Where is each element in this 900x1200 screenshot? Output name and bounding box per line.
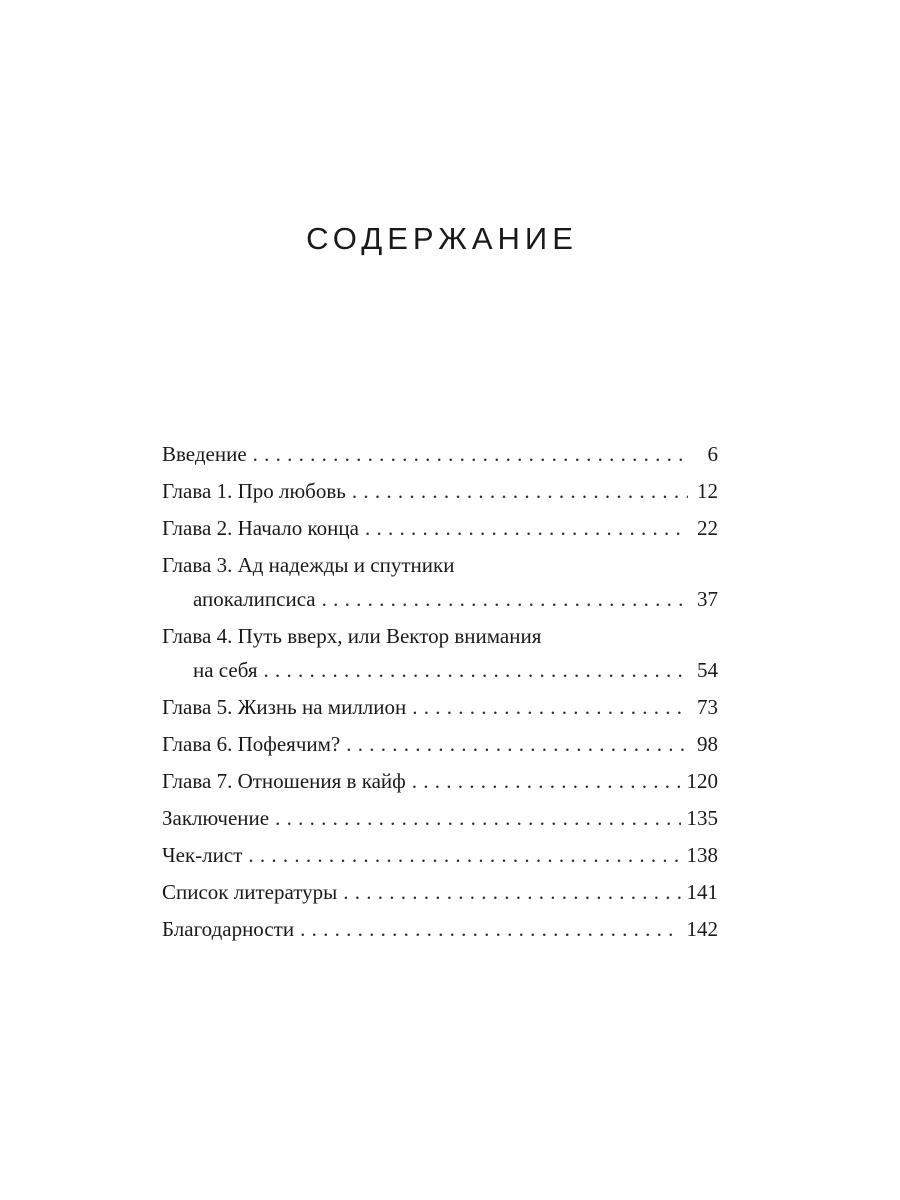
toc-entry-title: Чек-лист — [162, 843, 243, 867]
toc-entry-checklist[interactable] — [162, 838, 718, 872]
toc-entry-title: Глава 4. Путь вверх, или Вектор внимания — [162, 624, 542, 648]
toc-entry-chapter-6[interactable] — [162, 727, 718, 761]
dot-leader — [253, 437, 688, 471]
toc-page-number: 141 — [686, 880, 718, 904]
toc-entry-chapter-4[interactable] — [162, 619, 718, 687]
toc-entry-chapter-5[interactable] — [162, 690, 718, 724]
toc-entry-acknowledgements[interactable] — [162, 912, 718, 946]
dot-leader — [365, 511, 688, 545]
table-of-contents — [162, 437, 718, 949]
toc-page-number: 12 — [697, 479, 718, 503]
toc-entry-title: Заключение — [162, 806, 270, 830]
dot-leader — [412, 690, 688, 724]
toc-entry-title-continuation: апокалипсиса — [193, 587, 316, 611]
toc-page-number: 22 — [697, 516, 718, 540]
toc-page-number: 120 — [686, 769, 718, 793]
toc-entry-title: Благодарности — [162, 917, 295, 941]
toc-entry-conclusion[interactable] — [162, 801, 718, 835]
toc-entry-title-continuation: на себя — [193, 658, 258, 682]
toc-entry-chapter-7[interactable] — [162, 764, 718, 798]
dot-leader — [352, 474, 688, 508]
page-title: СОДЕРЖАНИЕ — [306, 221, 578, 256]
toc-entry-title: Введение — [162, 442, 247, 466]
toc-entry-title: Глава 7. Отношения в кайф — [162, 769, 406, 793]
toc-entry-introduction[interactable] — [162, 437, 718, 471]
dot-leader — [275, 801, 680, 835]
toc-entry-chapter-2[interactable] — [162, 511, 718, 545]
toc-page-number: 73 — [697, 695, 718, 719]
toc-entry-bibliography[interactable] — [162, 875, 718, 909]
toc-page-number: 54 — [697, 658, 718, 682]
dot-leader — [264, 653, 688, 687]
toc-entry-title: Глава 6. Пофеячим? — [162, 732, 341, 756]
toc-page-number: 142 — [686, 917, 718, 941]
toc-page-number: 138 — [686, 843, 718, 867]
toc-entry-title: Список литературы — [162, 880, 338, 904]
dot-leader — [300, 912, 680, 946]
toc-page-number: 98 — [697, 732, 718, 756]
toc-page-number: 135 — [686, 806, 718, 830]
toc-entry-chapter-1[interactable] — [162, 474, 718, 508]
dot-leader — [322, 582, 688, 616]
toc-entry-title: Глава 1. Про любовь — [162, 479, 346, 503]
dot-leader — [346, 727, 688, 761]
dot-leader — [412, 764, 681, 798]
toc-entry-title: Глава 5. Жизнь на миллион — [162, 695, 407, 719]
toc-entry-title: Глава 3. Ад надежды и спутники — [162, 553, 455, 577]
toc-page-number: 37 — [697, 587, 718, 611]
toc-entry-chapter-3[interactable] — [162, 548, 718, 616]
dot-leader — [248, 838, 680, 872]
dot-leader — [343, 875, 680, 909]
toc-page-number: 6 — [707, 442, 718, 466]
toc-entry-title: Глава 2. Начало конца — [162, 516, 359, 540]
